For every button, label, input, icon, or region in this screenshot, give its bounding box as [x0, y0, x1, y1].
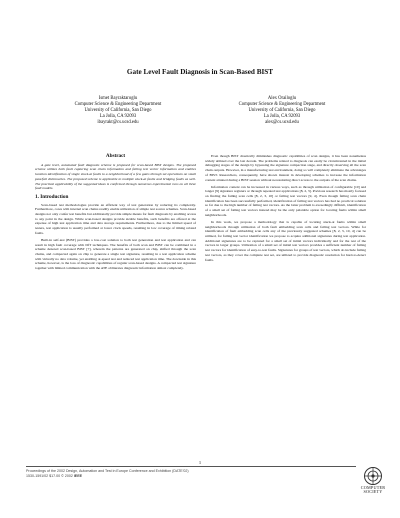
footer-proceedings-line: Proceedings of the 2002 Design, Automation and Test in Europe Conference and Exhibition (DATE'02) [26, 469, 189, 473]
logo-line-1: COMPUTER [360, 485, 386, 490]
author-email: ibayrakt@cs.ucsd.edu [97, 120, 139, 125]
intro-paragraph-1: Scan-based test methodologies provide an efficient way of test generation by reducing its complexity. Furthermore, cores with internal scan chains readily enable utilization of simple test source schemes. Scan-based designs not only confer test benefits but additionally provide simple means for fault diagnosis by enabling access to any point in the design. While scan-based designs provide sizable benefits, such benefits are offered at the expense of high test application time and data storage requirements. Furthermore, due to the limited speed of testers, test application is usually performed at lower clock speeds, resulting in low coverage of timing related faults. [35, 202, 196, 235]
author-name: Ismet Bayraktaroglu [98, 96, 138, 101]
section-heading-introduction: 1. Introduction [35, 193, 69, 200]
abstract-section [35, 163, 196, 191]
logo-line-2: SOCIETY [363, 489, 383, 495]
author-institution: University of California, San Diego [248, 108, 316, 113]
author-institution: University of California, San Diego [84, 108, 152, 113]
author-address: La Jolla, CA 92093 [263, 114, 301, 119]
ieee-brand-text: IEEE [73, 473, 83, 478]
proceedings-footer [26, 469, 326, 478]
footer-divider [26, 466, 356, 467]
body-paragraph-1: Even though BIST drastically diminishes diagnostic capabilities of scan designs, it has been nonetheless widely utilized over the last decade. The problems related to diagnosis can easily be circumvented in the initial debugging stages of the design by bypassing the signature compaction stage, and directly observing all the scan chain outputs. However, in a manufacturing test environment, doing so will completely eliminate the advantages of BIST. Researchers, consequently, have shown interest in developing schemes to increase the information content attained during a BIST session without necessitating direct access to the outputs of the scan chains. [205, 154, 366, 182]
logo-text [356, 486, 390, 495]
right-column [205, 154, 366, 265]
author-block-2 [202, 96, 362, 126]
computer-society-logo-icon [356, 466, 390, 486]
intro-paragraph-2: Built-in self-test (BIST) provides a low-cost solution to both test generation and test application and can result in high fault coverage with DfT techniques. The benefits of both scan and BIST can be combined in a scheme denoted scan-based BIST [7], wherein the patterns are generated on chip, shifted through the scan chains, and compacted again on chip to generate a single test signature, resulting in a test application scheme with virtually no data volume, yet enabling at-speed test and reduced test application time. The downside in this scheme, however, is the loss of diagnostic capabilities of regular scan-based designs. A compacted test signature together with limited communication with the ATE obliterates diagnostic information almost completely. [35, 237, 196, 271]
left-column [35, 154, 196, 273]
page-number: 1 [198, 460, 202, 465]
author-department: Computer Science & Engineering Department [74, 102, 162, 107]
author-department: Computer Science & Engineering Department [238, 102, 326, 107]
paper-title: Gate Level Fault Diagnosis in Scan-Based BIST [126, 68, 274, 76]
footer-copyright-line [26, 474, 326, 479]
abstract-text: A gate level, automated fault diagnosis scheme is proposed for scan-based BIST designs. The proposed scheme utilizes both fault capturing scan chain information and failing test vector information and enables location identification of single stuck-at faults to a neighborhood of a few gates through set operations on small pass/fail dictionaries. The proposed scheme is applicable to multiple stuck-at faults and bridging faults as well. The practical applicability of the suggested ideas is confirmed through numerous experimental runs on all three fault models. [35, 162, 196, 191]
footer-copyright-text: 1530-1591/02 $17.00 © 2002 [26, 473, 74, 478]
body-paragraph-3: In this work, we propose a methodology that is capable of locating stuck-at faults within small neighborhoods through utilization of both fault embedding scan cells and failing test vectors. While for identification of fault embedding scan cells any of the previously suggested schemes [8, 2, 3, 10, 4] can be utilized, for failing test vector identification we propose to acquire additional signatures during test application. Additional signatures are to be captured for a small set of initial vectors individually and for the rest of the vectors in larger groups. Utilization of a small set of initial test vectors provides a sufficient number of failing test vectors for identification of easy-to-test faults. Signatures for groups of test vectors, which do include failing test vectors, as they cover the complete test set, are utilized to provide diagnostic resolution for hard-to-detect faults. [205, 219, 366, 262]
author-block-1 [38, 96, 198, 126]
author-email: alex@cs.ucsd.edu [265, 120, 299, 125]
abstract-heading: Abstract [105, 153, 126, 159]
computer-society-logo [356, 466, 390, 502]
body-paragraph-2: Information content can be increased in various ways, such as through utilization of configurable [10] and longer [9] signature registers or through repeated test applications [8, 2, 3]. Previous research has mostly focused on finding the failing scan cells [8, 2, 3, 10] or failing test vectors [9, 4]. Even though failing scan chain identification has been successfully performed, identification of failing test vectors has had no practical solution so far due to the high number of failing test vectors. As the latter problem is exceedingly difficult, identification of a small set of failing test vectors instead may be the only palatable option for locating faults within small neighborhoods. [205, 184, 366, 217]
author-name: Alex Orailoglu [267, 96, 297, 101]
author-address: La Jolla, CA 92093 [99, 114, 137, 119]
